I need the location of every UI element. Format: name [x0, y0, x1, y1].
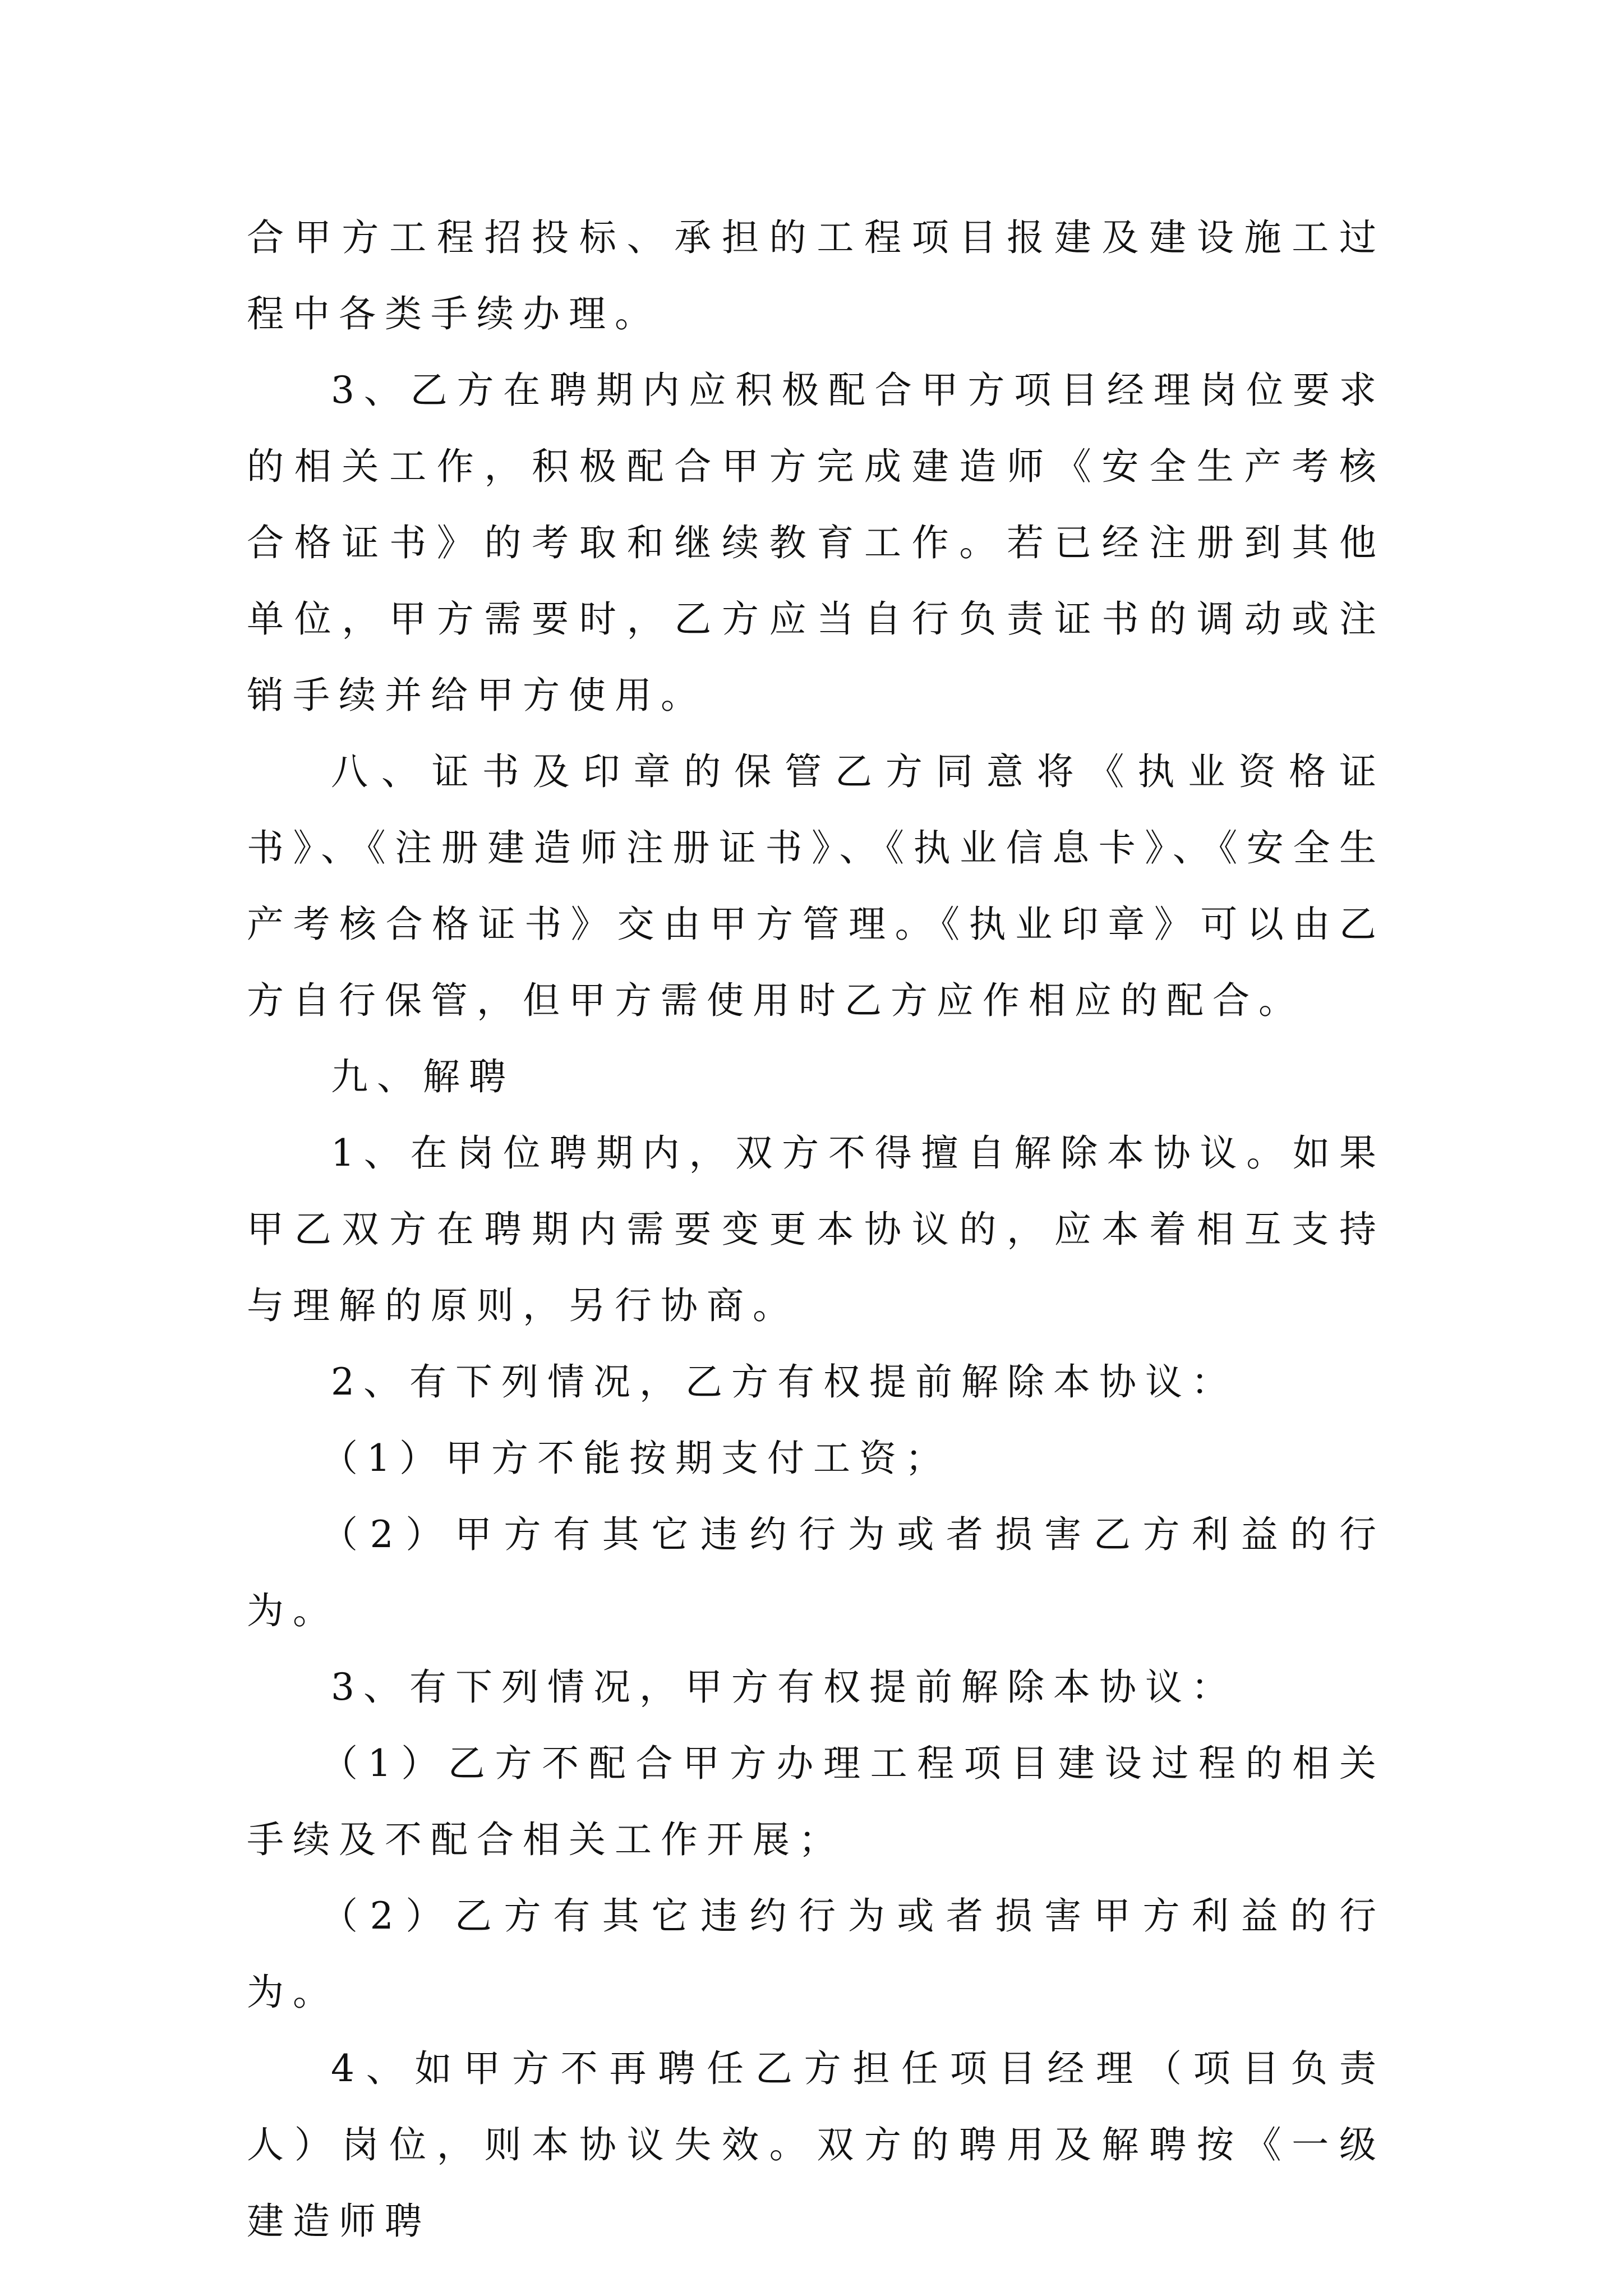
paragraph-section-8: 八、证书及印章的保管乙方同意将《执业资格证书》、《注册建造师注册证书》、《执业信息卡》、《安全生产考核合格证书》交由甲方管理。《执业印章》可以由乙方自行保管，但甲方需使用时乙方应作相应的配合。	[247, 750, 1385, 1022]
paragraph-clause-9-3-2: （2）乙方有其它违约行为或者损害甲方利益的行为。	[247, 1894, 1385, 2014]
paragraph-clause-9-1: 1、在岗位聘期内，双方不得擅自解除本协议。如果甲乙双方在聘期内需要变更本协议的，应本着相互支持与理解的原则，另行协商。	[247, 1131, 1385, 1327]
paragraph-clause-9-2: 2、有下列情况，乙方有权提前解除本协议：	[331, 1360, 1237, 1404]
paragraph-clause-9-4: 4、如甲方不再聘任乙方担任项目经理（项目负责人）岗位，则本协议失效。双方的聘用及解聘按《一级建造师聘	[247, 2047, 1385, 2243]
paragraph-clause-9-2-2: （2）甲方有其它违约行为或者损害乙方利益的行为。	[247, 1513, 1385, 1632]
paragraph-continuation: 合甲方工程招投标、承担的工程项目报建及建设施工过程中各类手续办理。	[247, 216, 1385, 335]
document-body	[247, 200, 1385, 2260]
section-heading-9: 九、解聘	[331, 1055, 515, 1098]
paragraph-clause-9-3: 3、有下列情况，甲方有权提前解除本协议：	[331, 1665, 1237, 1709]
paragraph-clause-9-2-1: （1）甲方不能按期支付工资；	[321, 1437, 951, 1480]
paragraph-clause-9-3-1: （1）乙方不配合甲方办理工程项目建设过程的相关手续及不配合相关工作开展；	[247, 1742, 1385, 1861]
paragraph-clause-7-3: 3、乙方在聘期内应积极配合甲方项目经理岗位要求的相关工作，积极配合甲方完成建造师《安全生产考核合格证书》的考取和继续教育工作。若已经注册到其他单位，甲方需要时，乙方应当自行负责证书的调动或注销手续并给甲方使用。	[247, 369, 1385, 717]
